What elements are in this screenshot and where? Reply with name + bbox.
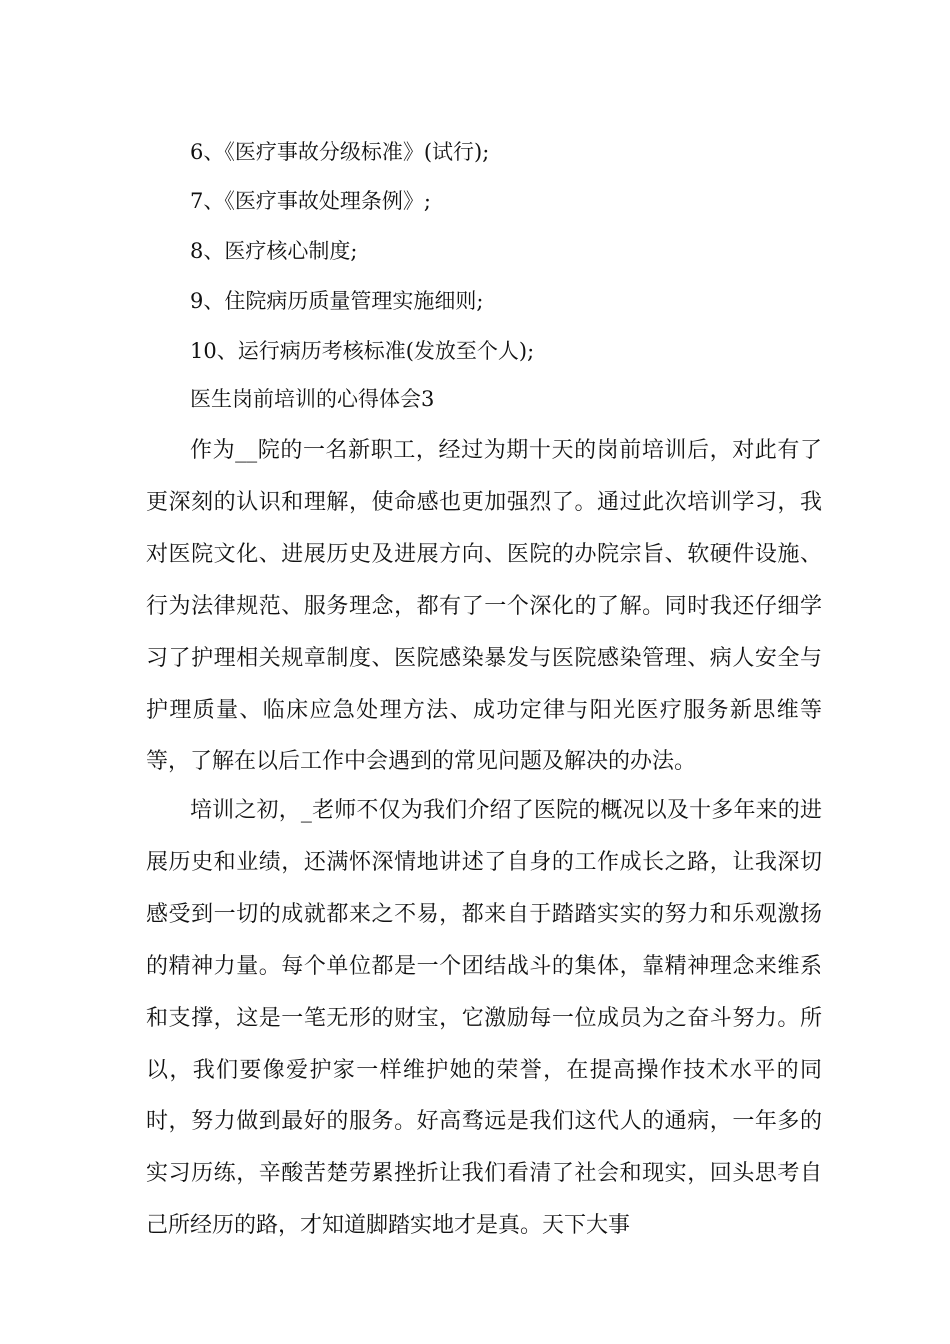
list-item-7: 7、《医疗事故处理条例》; [190,189,431,213]
list-item-9: 9、住院病历质量管理实施细则; [190,289,484,313]
list-item-8: 8、医疗核心制度; [190,239,358,263]
list-item-6: 6、《医疗事故分级标准》(试行); [190,140,490,164]
section-heading: 医生岗前培训的心得体会3 [190,387,435,411]
list-item-10: 10、运行病历考核标准(发放至个人); [190,339,535,363]
paragraph-2: 培训之初，_老师不仅为我们介绍了医院的概况以及十多年来的进展历史和业绩，还满怀深情地讲述了自身的工作成长之路，让我深切感受到一切的成就都来之不易，都来自于踏踏实实的努力和乐观激扬的精神力量。每个单位都是一个团结战斗的集体，靠精神理念来维系和支撑，这是一笔无形的财宝，它激励每一位成员为之奋斗努力。所以，我们要像爱护家一样维护她的荣誉，在提高操作技术水平的同时，努力做到最好的服务。好高骛远是我们这代人的通病，一年多的实习历练，辛酸苦楚劳累挫折让我们看清了社会和现实，回头思考自己所经历的路，才知道脚踏实地才是真。天下大事 [146,798,822,1239]
paragraph-1: 作为__院的一名新职工，经过为期十天的岗前培训后，对此有了更深刻的认识和理解，使命感也更加强烈了。通过此次培训学习，我对医院文化、进展历史及进展方向、医院的办院宗旨、软硬件设施、行为法律规范、服务理念，都有了一个深化的了解。同时我还仔细学习了护理相关规章制度、医院感染暴发与医院感染管理、病人安全与护理质量、临床应急处理方法、成功定律与阳光医疗服务新思维等等，了解在以后工作中会遇到的常见问题及解决的办法。 [146,438,822,775]
